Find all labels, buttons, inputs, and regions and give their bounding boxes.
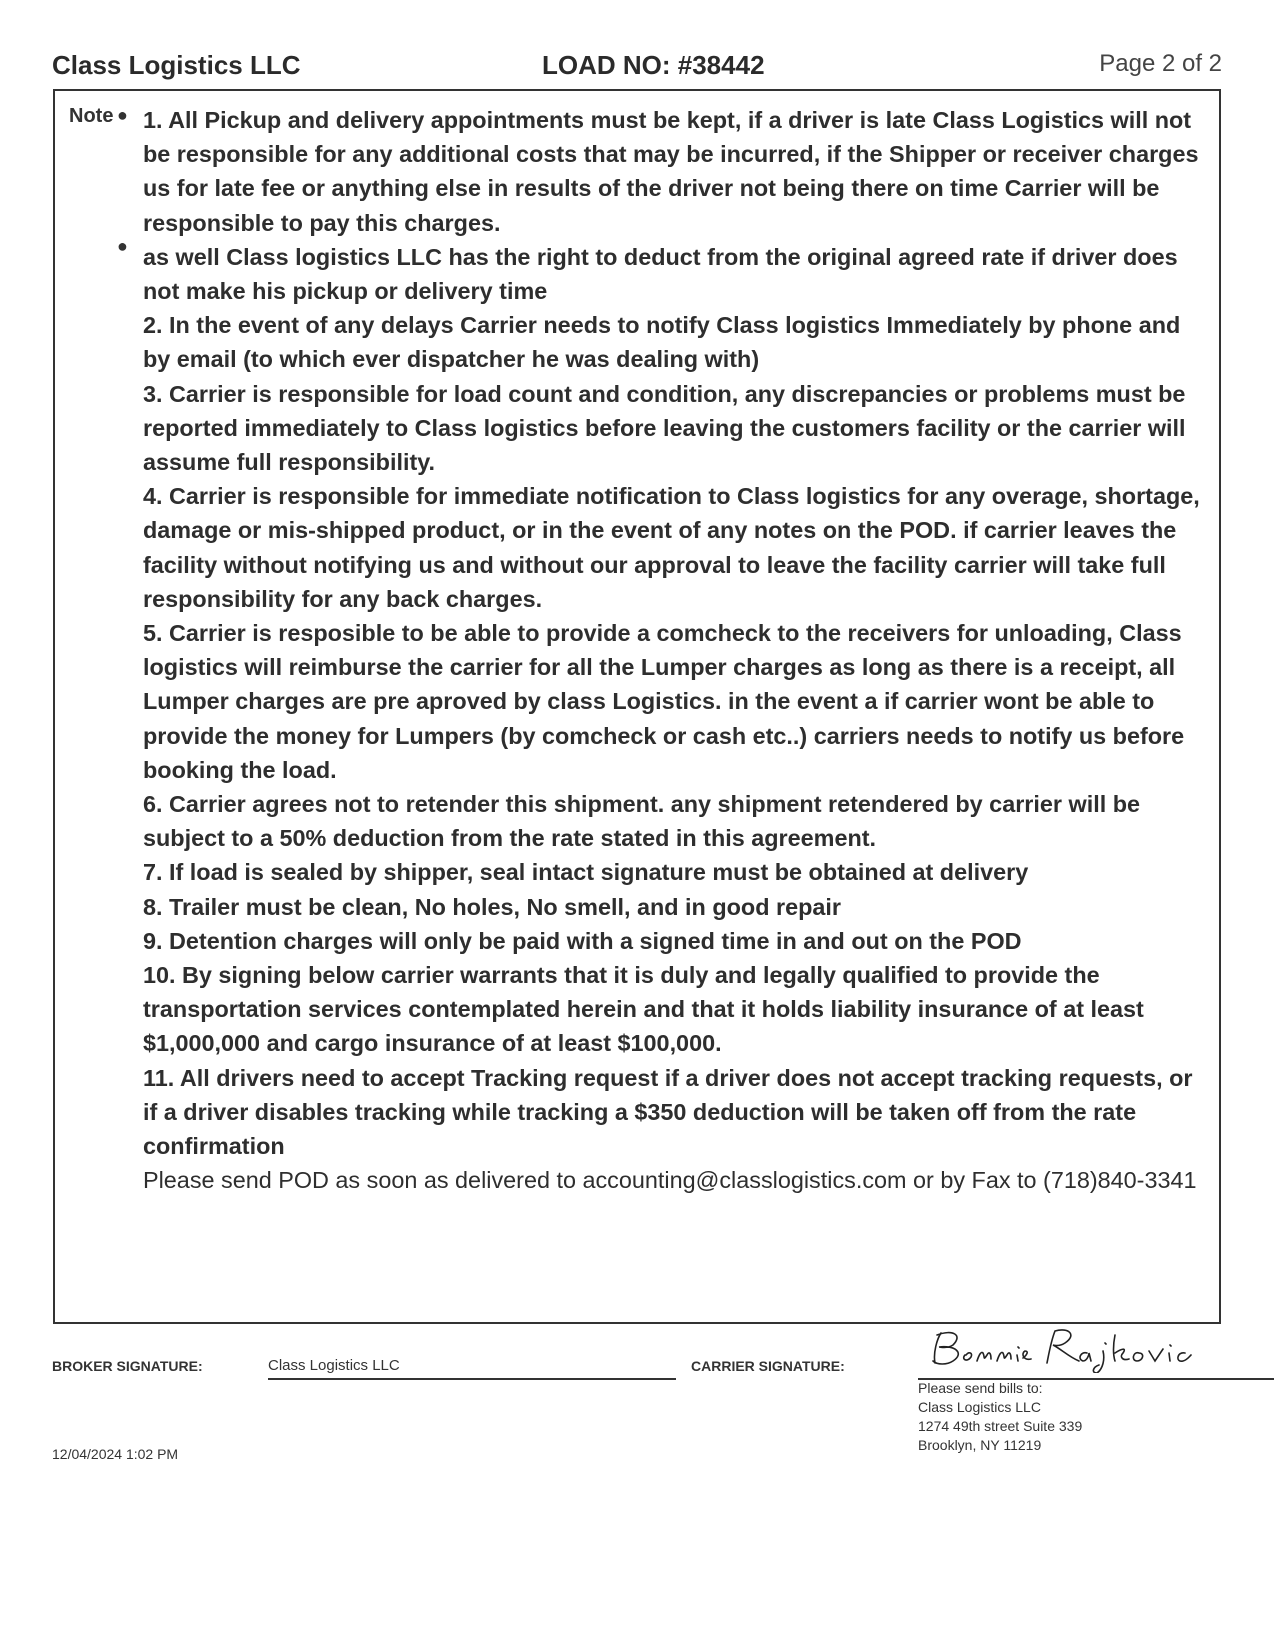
note-item: 1. All Pickup and delivery appointments must be kept, if a driver is late Class Logistics will not be responsible for any additional costs that may be incurred, if the Shipper or receiver charges us for late fee or anything else in results of the driver not being there on time Carrier will be responsible to pay this charges. [143,107,1199,236]
billing-company: Class Logistics LLC [918,1399,1041,1415]
bullet-icon: ● [117,105,128,125]
signature-area [52,1325,1222,1475]
broker-signature-line [268,1378,676,1380]
note-item: 5. Carrier is resposible to be able to provide a comcheck to the receivers for unloading, Class logistics will reimburse the carrier for all the Lumper charges as long as there is a receipt, all Lumper charges are pre aproved by class Logistics. in the event a if carrier wont be able to provide the money for Lumpers (by comcheck or cash etc..) carriers needs to notify us before booking the load. [143,620,1185,783]
note-item: 6. Carrier agrees not to retender this shipment. any shipment retendered by carrier will be subject to a 50% deduction from the rate stated in this agreement. [143,791,1141,852]
billing-heading: Please send bills to: [918,1380,1043,1396]
billing-street: 1274 49th street Suite 339 [918,1418,1083,1434]
broker-signature-label: BROKER SIGNATURE: [52,1358,203,1374]
note-item: 11. All drivers need to accept Tracking request if a driver does not accept tracking requests, or if a driver disables tracking while tracking a $350 deduction will be taken off from the rate confirmation [143,1064,1193,1160]
note-item: as well Class logistics LLC has the right to deduct from the original agreed rate if driver does not make his pickup or delivery time [143,243,1178,305]
carrier-signature-image [919,1325,1229,1373]
company-name: Class Logistics LLC [52,50,301,80]
note-item: 2. In the event of any delays Carrier needs to notify Class logistics Immediately by phone and by email (to which ever dispatcher he was dealing with) [143,312,1181,373]
print-timestamp: 12/04/2024 1:02 PM [52,1446,179,1462]
bullet-icon: ● [117,236,128,256]
note-item: 10. By signing below carrier warrants that it is duly and legally qualified to provide the transportation services contemplated herein and that it holds liability insurance of at least $1,000,000 and cargo insurance of at least $100,000. [143,962,1144,1057]
note-item: 7. If load is sealed by shipper, seal intact signature must be obtained at delivery [143,859,1029,886]
note-label: Note [69,105,114,127]
note-item: 8. Trailer must be clean, No holes, No smell, and in good repair [143,893,841,920]
page-header [52,50,1222,86]
note-item: 3. Carrier is responsible for load count and condition, any discrepancies or problems must be reported immediately to Class logistics before leaving the customers facility or the carrier will assume full responsibility. [143,380,1186,476]
pod-instructions: Please send POD as soon as delivered to accounting@classlogistics.com or by Fax to (718)840-3341 [143,1167,1197,1194]
page-number: Page 2 of 2 [1099,50,1222,77]
billing-address [918,1379,1082,1455]
notes-box [53,89,1221,1324]
carrier-signature-label: CARRIER SIGNATURE: [691,1358,845,1374]
broker-signature-value: Class Logistics LLC [268,1357,400,1374]
notes-text [143,103,1213,1198]
load-number: LOAD NO: #38442 [542,50,765,80]
note-item: 4. Carrier is responsible for immediate notification to Class logistics for any overage, shortage, damage or mis-shipped product, or in the event of any notes on the POD. if carrier leaves the facility without notifying us and without our approval to leave the facility carrier will take full responsibility for any back charges. [143,483,1200,612]
note-item: 9. Detention charges will only be paid with a signed time in and out on the POD [143,927,1022,954]
billing-city: Brooklyn, NY 11219 [918,1437,1042,1453]
